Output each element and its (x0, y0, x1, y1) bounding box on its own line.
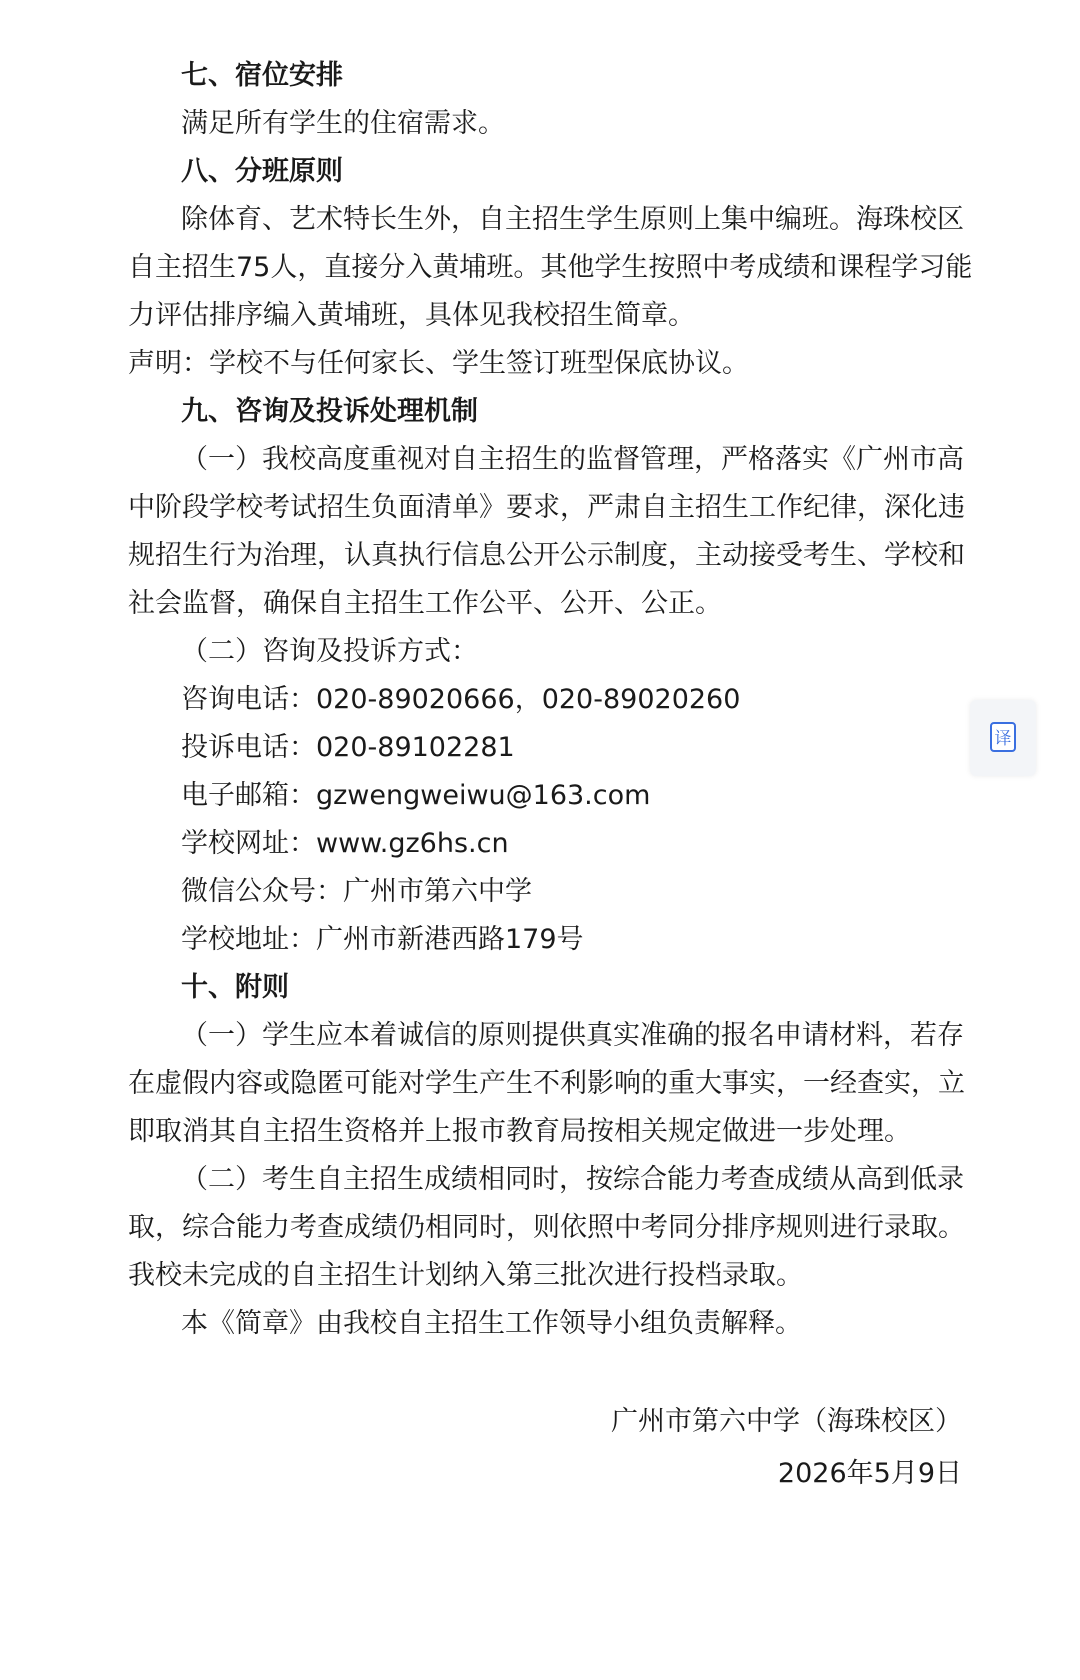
signature-school: 广州市第六中学（海珠校区） (611, 1406, 962, 1437)
section-10-line: 即取消其自主招生资格并上报市教育局按相关规定做进一步处理。 (128, 1116, 911, 1147)
translate-icon: 译 (990, 722, 1016, 752)
section-8-statement: 声明：学校不与任何家长、学生签订班型保底协议。 (128, 348, 749, 379)
section-10-line: 我校未完成的自主招生计划纳入第三批次进行投档录取。 (128, 1260, 803, 1291)
section-9-line: 规招生行为治理，认真执行信息公开公示制度，主动接受考生、学校和 (128, 540, 965, 571)
school-address: 学校地址：广州市新港西路179号 (181, 924, 584, 955)
section-9-heading: 九、咨询及投诉处理机制 (181, 396, 478, 427)
section-10-line: 在虚假内容或隐匿可能对学生产生不利影响的重大事实，一经查实，立 (128, 1068, 965, 1099)
section-9-line: 中阶段学校考试招生负面清单》要求，严肃自主招生工作纪律，深化违 (128, 492, 965, 523)
section-10-line: （二）考生自主招生成绩相同时，按综合能力考查成绩从高到低录 (181, 1164, 964, 1195)
section-8-line: 力评估排序编入黄埔班，具体见我校招生简章。 (128, 300, 695, 331)
section-8-line: 自主招生75人，直接分入黄埔班。其他学生按照中考成绩和课程学习能 (128, 252, 973, 283)
school-website: 学校网址：www.gz6hs.cn (181, 828, 509, 859)
contact-phone: 咨询电话：020-89020666，020-89020260 (181, 684, 741, 715)
translate-button[interactable] (970, 700, 1036, 776)
document-body (128, 52, 973, 1348)
section-10-line: 取，综合能力考查成绩仍相同时，则依照中考同分排序规则进行录取。 (128, 1212, 965, 1243)
section-10-line: （一）学生应本着诚信的原则提供真实准确的报名申请材料，若存 (181, 1020, 964, 1051)
section-8-heading: 八、分班原则 (181, 156, 343, 187)
section-7-heading: 七、宿位安排 (181, 60, 343, 91)
section-8-line: 除体育、艺术特长生外，自主招生学生原则上集中编班。海珠校区 (181, 204, 964, 235)
section-9-line: 社会监督，确保自主招生工作公平、公开、公正。 (128, 588, 722, 619)
wechat-account: 微信公众号：广州市第六中学 (181, 876, 532, 907)
section-10-heading: 十、附则 (181, 972, 289, 1003)
contact-email: 电子邮箱：gzwengweiwu@163.com (181, 780, 651, 811)
section-10-line: 本《简章》由我校自主招生工作领导小组负责解释。 (181, 1308, 802, 1339)
signature-block (611, 1396, 962, 1500)
signature-date: 2026年5月9日 (777, 1458, 962, 1489)
section-9-subheading: （二）咨询及投诉方式： (181, 636, 478, 667)
section-9-line: （一）我校高度重视对自主招生的监督管理，严格落实《广州市高 (181, 444, 964, 475)
complaint-phone: 投诉电话：020-89102281 (181, 732, 515, 763)
section-7-body: 满足所有学生的住宿需求。 (181, 108, 505, 139)
